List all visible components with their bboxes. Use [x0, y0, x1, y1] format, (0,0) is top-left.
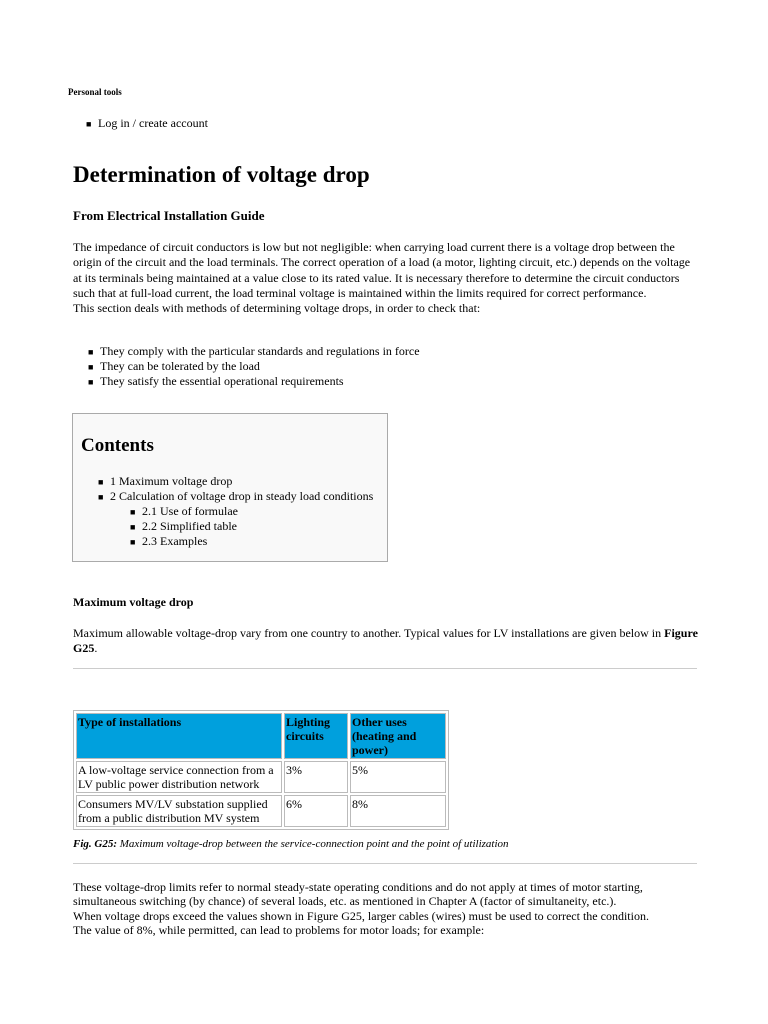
toc-link-calculation[interactable]: 2 Calculation of voltage drop in steady load conditions [110, 489, 374, 503]
toc-sublist [98, 504, 373, 549]
contents-title: Contents [81, 435, 154, 456]
section-text: Maximum allowable voltage-drop vary from one country to another. Typical values for LV installations are given below in [73, 626, 665, 640]
list-item-text: They comply with the particular standards and regulations in force [100, 344, 420, 358]
square-bullet-icon: ■ [130, 522, 136, 532]
toc-list [98, 474, 373, 549]
closing-text-1: These voltage-drop limits refer to normal steady-state operating conditions and do not apply at times of motor starting, simultaneous switching (by chance) of several loads, etc. as mentioned in Chapter A (factor of simultaneity, etc.). [73, 880, 643, 909]
login-list-item [86, 116, 208, 131]
requirements-list [88, 344, 420, 389]
divider [73, 863, 697, 864]
table-header-cell: Lighting circuits [284, 713, 348, 759]
table-cell: A low-voltage service connection from a LV public power distribution network [76, 761, 282, 793]
closing-text-2: When voltage drops exceed the values shown in Figure G25, larger cables (wires) must be used to correct the condition. [73, 908, 649, 923]
section-paragraph [73, 626, 703, 656]
table-cell: 8% [350, 795, 446, 827]
table-header-cell: Other uses (heating and power) [350, 713, 446, 759]
toc-item [98, 474, 373, 489]
caption-text: Maximum voltage-drop between the service-connection point and the point of utilization [117, 838, 509, 850]
square-bullet-icon: ■ [130, 537, 136, 547]
square-bullet-icon: ■ [88, 377, 94, 387]
table-cell: 3% [284, 761, 348, 793]
table-of-contents [72, 413, 388, 562]
figure-caption [73, 838, 509, 850]
closing-paragraph [73, 880, 703, 937]
section-heading: Maximum voltage drop [73, 595, 194, 609]
toc-subitem [130, 534, 373, 549]
toc-link-maximum-voltage-drop[interactable]: 1 Maximum voltage drop [110, 474, 233, 488]
login-link[interactable]: Log in / create account [98, 116, 208, 130]
intro-text: The impedance of circuit conductors is low but not negligible: when carrying load current there is a voltage drop between the origin of the circuit and the load terminals. The correct operation of a load (a motor, lighting circuit, etc.) depends on the voltage at its terminals being maintained at a value close to its rated value. It is necessary therefore to determine the circuit conductors such that at full-load current, the load terminal voltage is maintained within the limits required for correct performance. [73, 240, 691, 300]
list-item [88, 374, 420, 389]
voltage-drop-table [73, 710, 449, 830]
square-bullet-icon: ■ [88, 362, 94, 372]
list-item [88, 344, 420, 359]
closing-text-3: The value of 8%, while permitted, can lead to problems for motor loads; for example: [73, 922, 485, 937]
list-item-text: They satisfy the essential operational requirements [100, 374, 344, 388]
personal-tools-heading: Personal tools [68, 87, 122, 97]
table-cell: Consumers MV/LV substation supplied from a public distribution MV system [76, 795, 282, 827]
square-bullet-icon: ■ [88, 347, 94, 357]
table-cell: 6% [284, 795, 348, 827]
intro-text-2: This section deals with methods of determining voltage drops, in order to check that: [73, 301, 481, 316]
table-cell: 5% [350, 761, 446, 793]
toc-link-formulae[interactable]: 2.1 Use of formulae [142, 504, 238, 518]
square-bullet-icon: ■ [98, 477, 104, 487]
divider [73, 668, 697, 669]
table-header-cell: Type of installations [76, 713, 282, 759]
page-title: Determination of voltage drop [73, 162, 370, 187]
table-header-row [76, 713, 446, 759]
table-row [76, 761, 446, 793]
toc-link-examples[interactable]: 2.3 Examples [142, 534, 208, 548]
toc-item [98, 489, 373, 549]
section-text-end: . [94, 641, 98, 655]
intro-paragraph [73, 240, 695, 316]
list-item-text: They can be tolerated by the load [100, 359, 260, 373]
toc-subitem [130, 504, 373, 519]
toc-link-simplified-table[interactable]: 2.2 Simplified table [142, 519, 237, 533]
caption-label: Fig. G25: [73, 838, 117, 850]
square-bullet-icon: ■ [86, 119, 92, 129]
table-row [76, 795, 446, 827]
list-item [88, 359, 420, 374]
figure-link[interactable]: Figure G25 [73, 626, 698, 655]
toc-subitem [130, 519, 373, 534]
square-bullet-icon: ■ [98, 492, 104, 502]
page-subtitle: From Electrical Installation Guide [73, 208, 265, 223]
square-bullet-icon: ■ [130, 507, 136, 517]
